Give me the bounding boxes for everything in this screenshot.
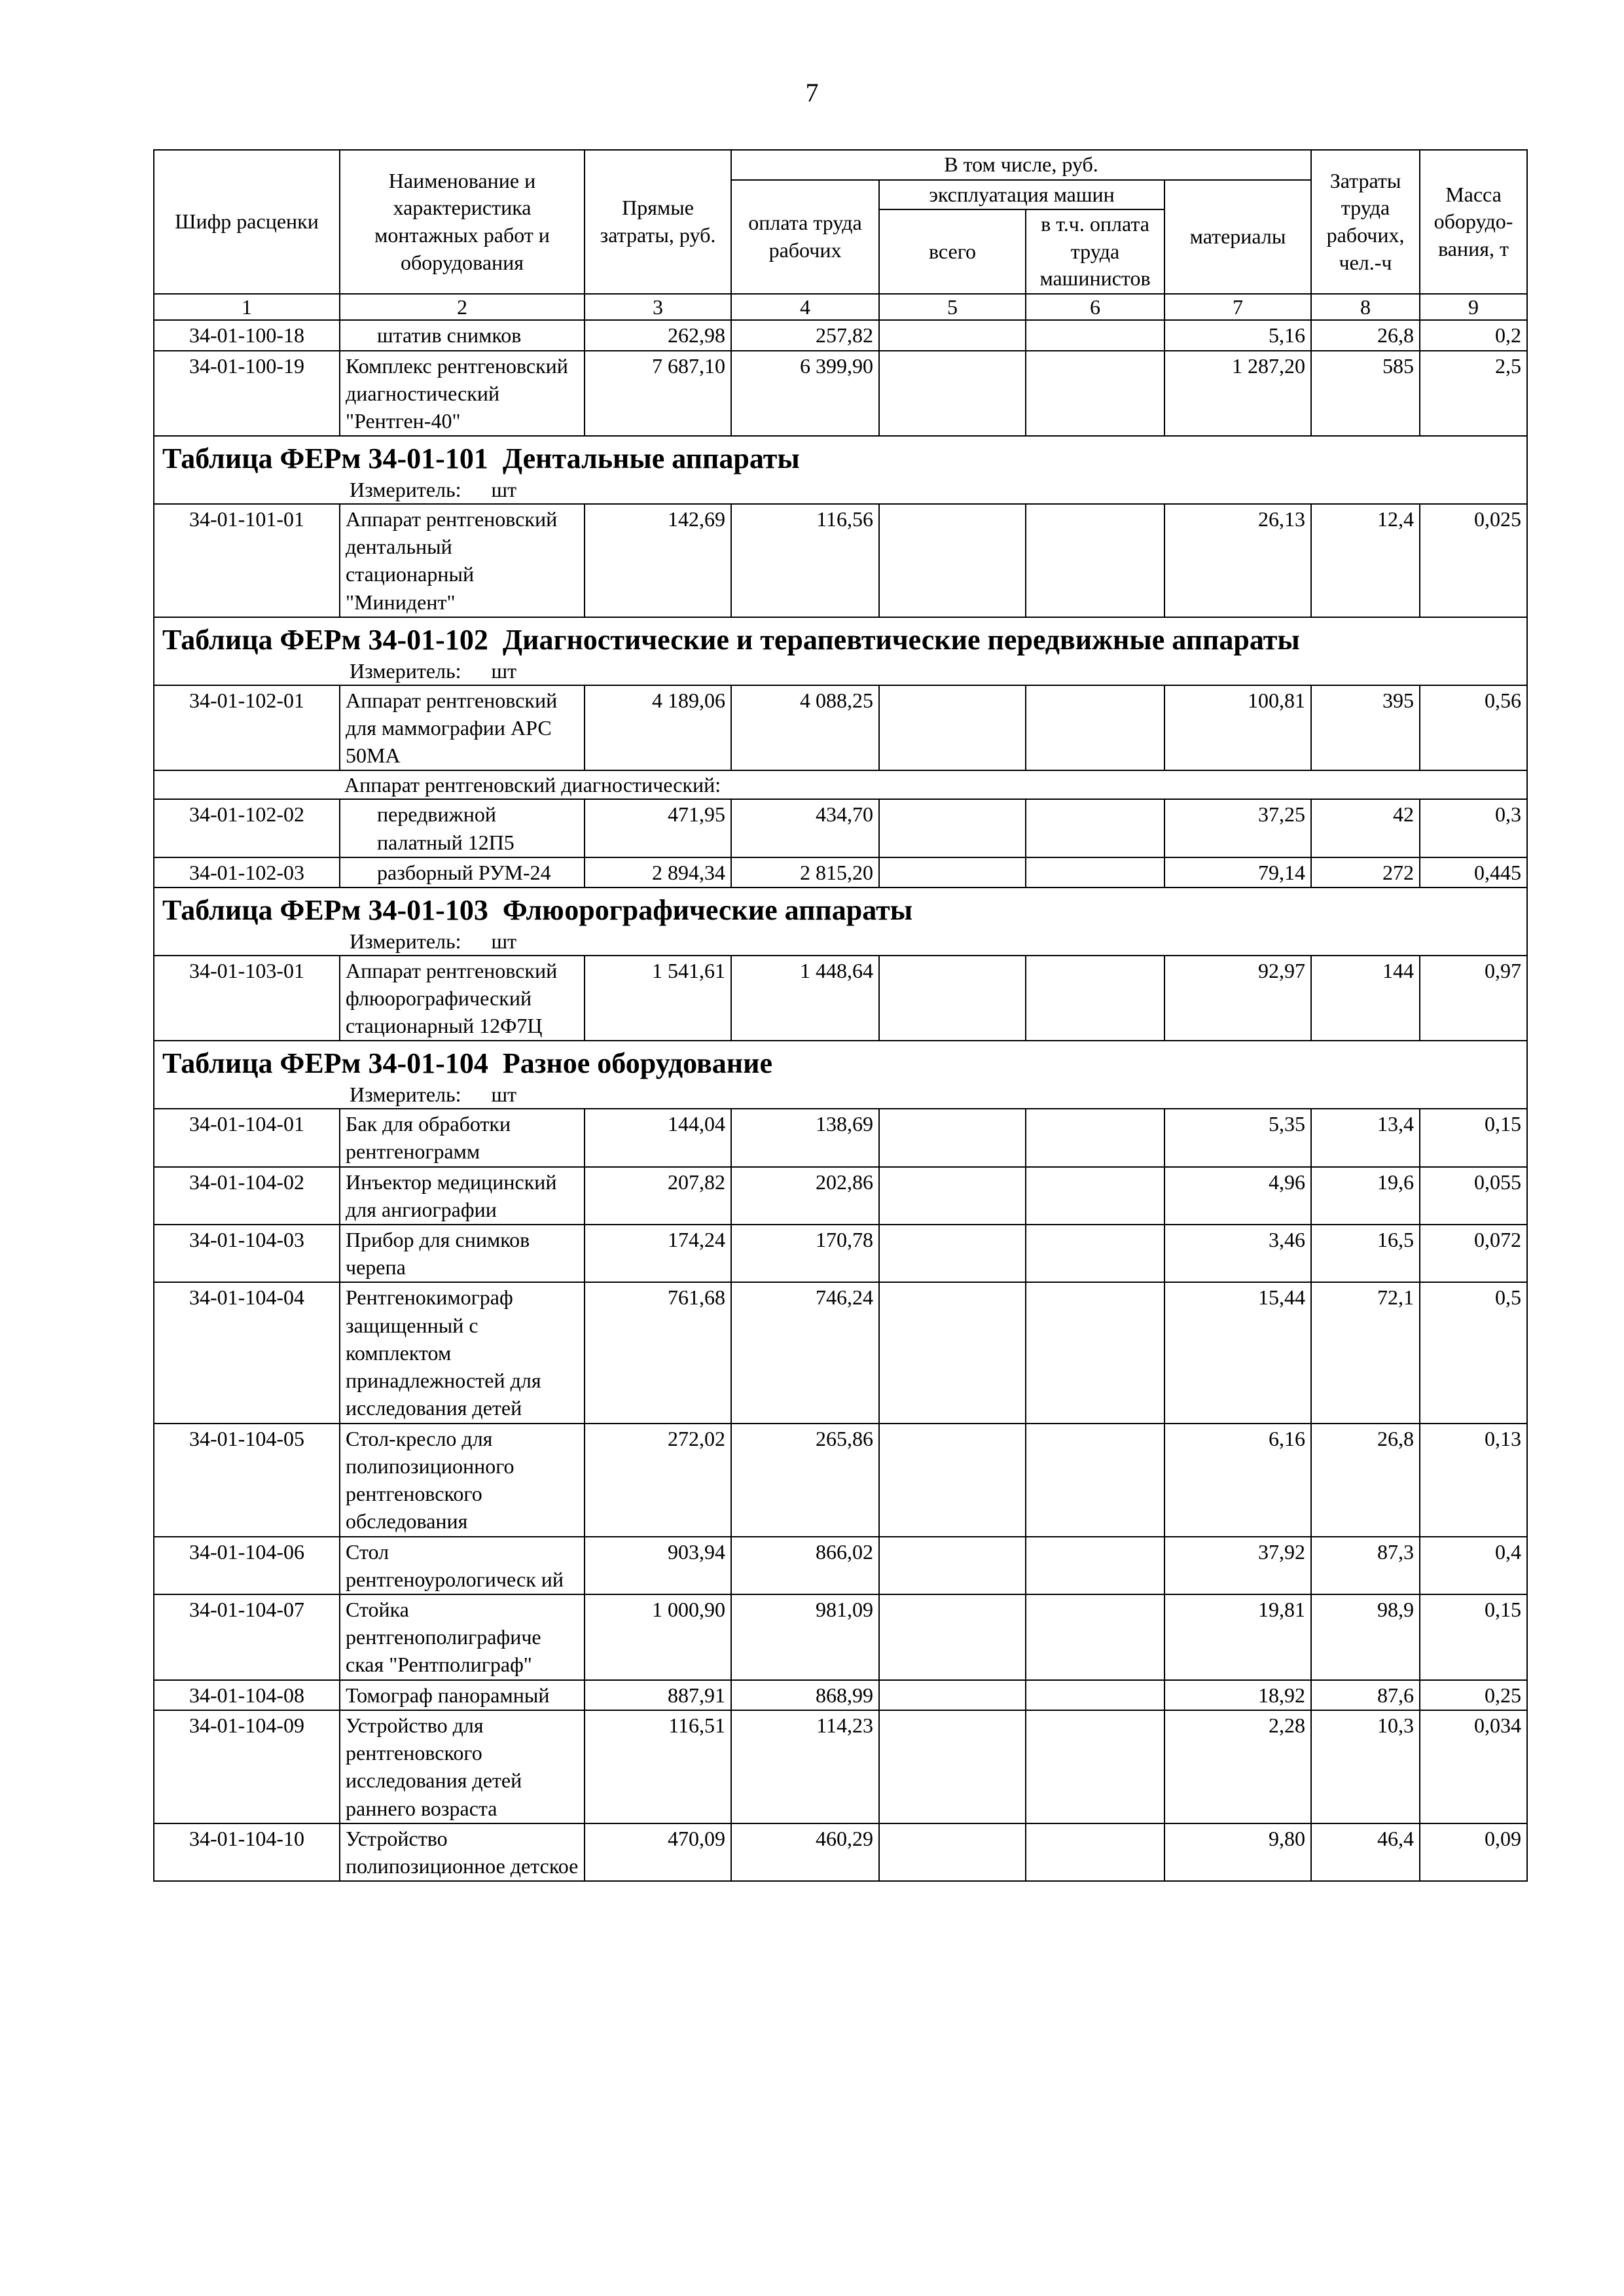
materials-cost: 26,13	[1164, 504, 1311, 617]
machines-labor-pay	[1026, 1823, 1164, 1881]
direct-cost: 903,94	[585, 1537, 731, 1594]
table-row	[154, 1109, 1527, 1166]
direct-cost: 207,82	[585, 1167, 731, 1225]
machines-total	[879, 1537, 1026, 1594]
section-code: Таблица ФЕРм 34-01-103	[162, 893, 488, 926]
work-name: Стол рентгеноурологическ ий	[340, 1537, 585, 1594]
materials-cost: 18,92	[1164, 1680, 1311, 1710]
section-name: Дентальные аппараты	[502, 442, 800, 475]
direct-cost: 471,95	[585, 799, 731, 857]
direct-cost: 1 541,61	[585, 956, 731, 1041]
labor-pay: 114,23	[731, 1710, 879, 1823]
machines-labor-pay	[1026, 685, 1164, 771]
direct-cost: 4 189,06	[585, 685, 731, 771]
machines-total	[879, 857, 1026, 888]
header-code: Шифр расценки	[154, 150, 340, 294]
labor-pay: 981,09	[731, 1594, 879, 1680]
equipment-mass: 0,445	[1420, 857, 1527, 888]
table-row	[154, 1710, 1527, 1823]
machines-total	[879, 799, 1026, 857]
column-number: 8	[1311, 294, 1420, 320]
measure-unit: шт	[491, 929, 517, 953]
materials-cost: 79,14	[1164, 857, 1311, 888]
machines-total	[879, 320, 1026, 350]
work-name: Аппарат рентгеновский для маммографии АРС 50МА	[340, 685, 585, 771]
labor-hours: 16,5	[1311, 1225, 1420, 1282]
machines-total	[879, 1167, 1026, 1225]
labor-pay: 257,82	[731, 320, 879, 350]
rate-code: 34-01-102-03	[154, 857, 340, 888]
measure-line	[160, 658, 1521, 684]
materials-cost: 4,96	[1164, 1167, 1311, 1225]
table-row	[154, 956, 1527, 1041]
labor-hours: 87,6	[1311, 1680, 1420, 1710]
equipment-mass: 0,09	[1420, 1823, 1527, 1881]
work-name: Рентгенокимограф защищенный с комплектом принадлежностей для исследования детей	[340, 1282, 585, 1423]
labor-hours: 87,3	[1311, 1537, 1420, 1594]
labor-hours: 46,4	[1311, 1823, 1420, 1881]
direct-cost: 2 894,34	[585, 857, 731, 888]
section-name: Разное оборудование	[502, 1047, 772, 1080]
machines-labor-pay	[1026, 1424, 1164, 1537]
column-number: 5	[879, 294, 1026, 320]
section-title	[160, 437, 1521, 476]
header-name: Наименование и характеристика монтажных работ и оборудования	[340, 150, 585, 294]
rate-code: 34-01-104-07	[154, 1594, 340, 1680]
direct-cost: 1 000,90	[585, 1594, 731, 1680]
materials-cost: 100,81	[1164, 685, 1311, 771]
machines-labor-pay	[1026, 1167, 1164, 1225]
subheading-text: Аппарат рентгеновский диагностический:	[154, 770, 1527, 799]
labor-hours: 19,6	[1311, 1167, 1420, 1225]
work-name: Инъектор медицинский для ангиографии	[340, 1167, 585, 1225]
section-cell	[154, 617, 1527, 685]
rate-code: 34-01-102-01	[154, 685, 340, 771]
machines-labor-pay	[1026, 1537, 1164, 1594]
table-row	[154, 504, 1527, 617]
labor-hours: 10,3	[1311, 1710, 1420, 1823]
table-row	[154, 1282, 1527, 1423]
machines-labor-pay	[1026, 799, 1164, 857]
rate-code: 34-01-101-01	[154, 504, 340, 617]
work-name: Устройство для рентгеновского исследования детей раннего возраста	[340, 1710, 585, 1823]
rates-table-body	[154, 320, 1527, 1881]
rate-code: 34-01-102-02	[154, 799, 340, 857]
labor-pay: 746,24	[731, 1282, 879, 1423]
section-code: Таблица ФЕРм 34-01-101	[162, 442, 488, 475]
materials-cost: 1 287,20	[1164, 351, 1311, 437]
header-incl: В том числе, руб.	[731, 150, 1311, 180]
column-numbers-row	[154, 294, 1527, 320]
section-code: Таблица ФЕРм 34-01-104	[162, 1047, 488, 1080]
section-name: Диагностические и терапевтические передвижные аппараты	[502, 623, 1300, 656]
section-title	[160, 1042, 1521, 1081]
machines-labor-pay	[1026, 1710, 1164, 1823]
table-row	[154, 1680, 1527, 1710]
labor-pay: 1 448,64	[731, 956, 879, 1041]
page-number: 7	[805, 78, 819, 107]
materials-cost: 92,97	[1164, 956, 1311, 1041]
equipment-mass: 0,055	[1420, 1167, 1527, 1225]
table-row	[154, 857, 1527, 888]
machines-total	[879, 1680, 1026, 1710]
equipment-mass: 0,034	[1420, 1710, 1527, 1823]
materials-cost: 37,92	[1164, 1537, 1311, 1594]
machines-labor-pay	[1026, 1282, 1164, 1423]
header-mass: Масса оборудо-вания, т	[1420, 150, 1527, 294]
work-name: Устройство полипозиционное детское	[340, 1823, 585, 1881]
rate-code: 34-01-104-09	[154, 1710, 340, 1823]
labor-hours: 42	[1311, 799, 1420, 857]
labor-hours: 13,4	[1311, 1109, 1420, 1166]
direct-cost: 761,68	[585, 1282, 731, 1423]
materials-cost: 5,16	[1164, 320, 1311, 350]
materials-cost: 5,35	[1164, 1109, 1311, 1166]
section-title	[160, 619, 1521, 658]
direct-cost: 272,02	[585, 1424, 731, 1537]
machines-total	[879, 685, 1026, 771]
labor-hours: 98,9	[1311, 1594, 1420, 1680]
table-row	[154, 1537, 1527, 1594]
table-row	[154, 351, 1527, 437]
direct-cost: 116,51	[585, 1710, 731, 1823]
labor-pay: 116,56	[731, 504, 879, 617]
column-number: 6	[1026, 294, 1164, 320]
section-title	[160, 889, 1521, 928]
rate-code: 34-01-104-10	[154, 1823, 340, 1881]
equipment-mass: 0,3	[1420, 799, 1527, 857]
section-name: Флюорографические аппараты	[502, 893, 913, 926]
measure-unit: шт	[491, 658, 517, 683]
equipment-mass: 0,5	[1420, 1282, 1527, 1423]
measure-label: Измеритель:	[350, 477, 461, 501]
section-cell	[154, 1041, 1527, 1109]
direct-cost: 7 687,10	[585, 351, 731, 437]
machines-total	[879, 1594, 1026, 1680]
labor-hours: 26,8	[1311, 1424, 1420, 1537]
measure-label: Измеритель:	[350, 1083, 461, 1107]
table-row	[154, 1594, 1527, 1680]
work-name: Стол-кресло для полипозиционного рентгеновского обследования	[340, 1424, 585, 1537]
materials-cost: 37,25	[1164, 799, 1311, 857]
equipment-mass: 0,13	[1420, 1424, 1527, 1537]
direct-cost: 262,98	[585, 320, 731, 350]
section-cell	[154, 888, 1527, 956]
work-name: Бак для обработки рентгенограмм	[340, 1109, 585, 1166]
labor-hours: 585	[1311, 351, 1420, 437]
work-name: Томограф панорамный	[340, 1680, 585, 1710]
rate-code: 34-01-104-02	[154, 1167, 340, 1225]
rate-code: 34-01-100-19	[154, 351, 340, 437]
table-section-header	[154, 1041, 1527, 1109]
machines-total	[879, 956, 1026, 1041]
direct-cost: 887,91	[585, 1680, 731, 1710]
machines-total	[879, 351, 1026, 437]
column-number: 9	[1420, 294, 1527, 320]
table-row	[154, 1823, 1527, 1881]
header-machines-total: всего	[879, 209, 1026, 294]
machines-total	[879, 1823, 1026, 1881]
machines-total	[879, 504, 1026, 617]
column-number: 4	[731, 294, 879, 320]
equipment-mass: 0,025	[1420, 504, 1527, 617]
table-row	[154, 1167, 1527, 1225]
header-materials: материалы	[1164, 180, 1311, 294]
labor-pay: 6 399,90	[731, 351, 879, 437]
measure-line	[160, 476, 1521, 503]
table-section-header	[154, 436, 1527, 504]
work-name: Аппарат рентгеновский дентальный стационарный "Минидент"	[340, 504, 585, 617]
equipment-mass: 0,15	[1420, 1109, 1527, 1166]
labor-pay: 2 815,20	[731, 857, 879, 888]
table-row	[154, 1225, 1527, 1282]
table-row	[154, 1424, 1527, 1537]
labor-hours: 272	[1311, 857, 1420, 888]
machines-labor-pay	[1026, 320, 1164, 350]
rate-code: 34-01-100-18	[154, 320, 340, 350]
equipment-mass: 0,56	[1420, 685, 1527, 771]
direct-cost: 470,09	[585, 1823, 731, 1881]
work-name: Прибор для снимков черепа	[340, 1225, 585, 1282]
rate-code: 34-01-104-05	[154, 1424, 340, 1537]
measure-label: Измеритель:	[350, 929, 461, 953]
section-code: Таблица ФЕРм 34-01-102	[162, 623, 488, 656]
machines-total	[879, 1710, 1026, 1823]
work-name: передвижной палатный 12П5	[340, 799, 585, 857]
labor-pay: 138,69	[731, 1109, 879, 1166]
equipment-mass: 0,4	[1420, 1537, 1527, 1594]
measure-unit: шт	[491, 477, 517, 501]
table-section-header	[154, 888, 1527, 956]
equipment-mass: 0,072	[1420, 1225, 1527, 1282]
machines-total	[879, 1424, 1026, 1537]
rate-code: 34-01-104-01	[154, 1109, 340, 1166]
header-machines-labor: в т.ч. оплата труда машинистов	[1026, 209, 1164, 294]
machines-total	[879, 1282, 1026, 1423]
machines-labor-pay	[1026, 1594, 1164, 1680]
equipment-mass: 0,25	[1420, 1680, 1527, 1710]
rate-code: 34-01-104-08	[154, 1680, 340, 1710]
rate-code: 34-01-103-01	[154, 956, 340, 1041]
work-name: штатив снимков	[340, 320, 585, 350]
machines-total	[879, 1225, 1026, 1282]
materials-cost: 3,46	[1164, 1225, 1311, 1282]
rate-code: 34-01-104-04	[154, 1282, 340, 1423]
column-number: 2	[340, 294, 585, 320]
column-number: 3	[585, 294, 731, 320]
labor-pay: 434,70	[731, 799, 879, 857]
table-row	[154, 320, 1527, 350]
direct-cost: 144,04	[585, 1109, 731, 1166]
labor-hours: 144	[1311, 956, 1420, 1041]
table-subheading	[154, 770, 1527, 799]
table-row	[154, 685, 1527, 771]
materials-cost: 2,28	[1164, 1710, 1311, 1823]
machines-labor-pay	[1026, 504, 1164, 617]
direct-cost: 174,24	[585, 1225, 731, 1282]
machines-labor-pay	[1026, 1225, 1164, 1282]
work-name: Комплекс рентгеновский диагностический "Рентген-40"	[340, 351, 585, 437]
direct-cost: 142,69	[585, 504, 731, 617]
column-number: 1	[154, 294, 340, 320]
machines-total	[879, 1109, 1026, 1166]
header-direct: Прямые затраты, руб.	[585, 150, 731, 294]
materials-cost: 15,44	[1164, 1282, 1311, 1423]
machines-labor-pay	[1026, 1680, 1164, 1710]
machines-labor-pay	[1026, 956, 1164, 1041]
machines-labor-pay	[1026, 1109, 1164, 1166]
labor-pay: 265,86	[731, 1424, 879, 1537]
rate-code: 34-01-104-03	[154, 1225, 340, 1282]
materials-cost: 6,16	[1164, 1424, 1311, 1537]
measure-line	[160, 1081, 1521, 1107]
header-labor-pay: оплата труда рабочих	[731, 180, 879, 294]
machines-labor-pay	[1026, 351, 1164, 437]
measure-line	[160, 928, 1521, 954]
work-name: Аппарат рентгеновский флюорографический стационарный 12Ф7Ц	[340, 956, 585, 1041]
header-labor-cost: Затраты труда рабочих, чел.-ч	[1311, 150, 1420, 294]
labor-pay: 866,02	[731, 1537, 879, 1594]
equipment-mass: 0,15	[1420, 1594, 1527, 1680]
column-number: 7	[1164, 294, 1311, 320]
labor-hours: 395	[1311, 685, 1420, 771]
materials-cost: 19,81	[1164, 1594, 1311, 1680]
labor-hours: 26,8	[1311, 320, 1420, 350]
materials-cost: 9,80	[1164, 1823, 1311, 1881]
equipment-mass: 0,97	[1420, 956, 1527, 1041]
measure-label: Измеритель:	[350, 658, 461, 683]
labor-hours: 12,4	[1311, 504, 1420, 617]
table-row	[154, 799, 1527, 857]
work-name: Стойка рентгенополиграфиче ская "Рентполиграф"	[340, 1594, 585, 1680]
machines-labor-pay	[1026, 857, 1164, 888]
labor-pay: 868,99	[731, 1680, 879, 1710]
section-cell	[154, 436, 1527, 504]
labor-pay: 202,86	[731, 1167, 879, 1225]
labor-pay: 4 088,25	[731, 685, 879, 771]
labor-pay: 170,78	[731, 1225, 879, 1282]
rate-code: 34-01-104-06	[154, 1537, 340, 1594]
rates-table	[153, 149, 1528, 1882]
table-section-header	[154, 617, 1527, 685]
equipment-mass: 2,5	[1420, 351, 1527, 437]
equipment-mass: 0,2	[1420, 320, 1527, 350]
work-name: разборный РУМ-24	[340, 857, 585, 888]
labor-hours: 72,1	[1311, 1282, 1420, 1423]
labor-pay: 460,29	[731, 1823, 879, 1881]
header-machines: эксплуатация машин	[879, 180, 1164, 210]
measure-unit: шт	[491, 1083, 517, 1107]
